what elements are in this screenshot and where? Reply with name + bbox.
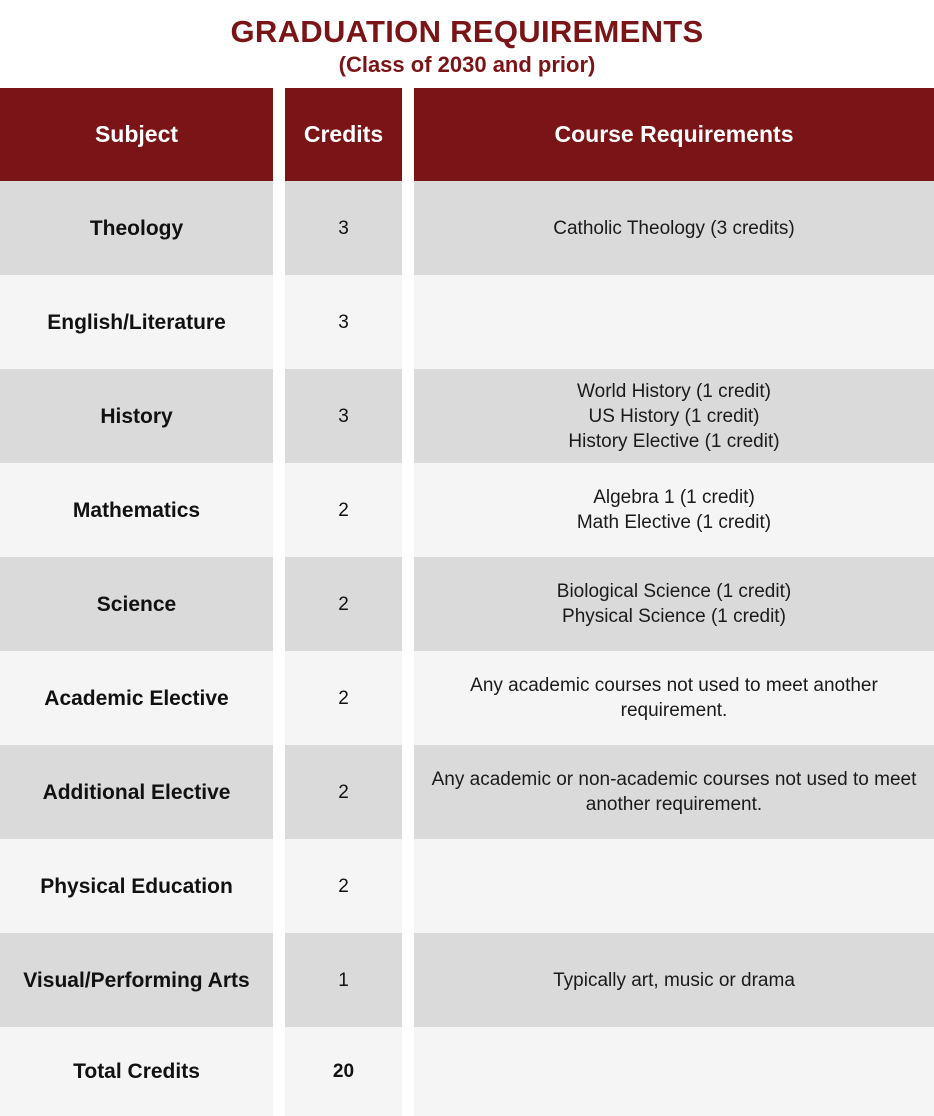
subject-cell: Total Credits	[0, 1027, 273, 1116]
subject-cell: Physical Education	[0, 839, 273, 933]
subject-cell: Visual/Performing Arts	[0, 933, 273, 1027]
course-lines	[553, 968, 795, 993]
course-requirements-cell	[414, 745, 934, 839]
course-requirements-cell	[414, 651, 934, 745]
subject-cell: Academic Elective	[0, 651, 273, 745]
course-requirements-cell	[414, 275, 934, 369]
credits-cell: 2	[285, 839, 402, 933]
course-requirements-cell	[414, 933, 934, 1027]
course-line: Any academic or non-academic courses not used to meet another requirement.	[431, 769, 917, 815]
credits-cell: 2	[285, 651, 402, 745]
course-requirements-cell	[414, 839, 934, 933]
credits-cell: 2	[285, 557, 402, 651]
course-line: History Elective (1 credit)	[568, 430, 780, 452]
course-lines	[428, 767, 920, 817]
subject-column	[0, 88, 273, 1113]
course-lines	[557, 579, 791, 629]
course-lines	[577, 485, 771, 535]
course-lines	[568, 379, 779, 454]
credits-header: Credits	[285, 88, 402, 181]
credits-cell: 2	[285, 463, 402, 557]
course-line: US History (1 credit)	[588, 405, 760, 427]
course-line: Biological Science (1 credit)	[556, 581, 792, 602]
course-requirements-cell	[414, 557, 934, 651]
subject-cell: Theology	[0, 181, 273, 275]
page-subtitle: (Class of 2030 and prior)	[338, 52, 596, 77]
course-line: Math Elective (1 credit)	[576, 512, 772, 533]
course-line: Catholic Theology (3 credits)	[553, 217, 795, 239]
course-lines	[428, 673, 920, 723]
subject-cell: Mathematics	[0, 463, 273, 557]
course-line: World History (1 credit)	[577, 380, 771, 402]
course-line: Typically art, music or drama	[553, 969, 795, 991]
course-line: Algebra 1 (1 credit)	[593, 487, 755, 508]
subject-cell: Science	[0, 557, 273, 651]
course-requirements-cell	[414, 1027, 934, 1116]
credits-cell: 3	[285, 181, 402, 275]
course-requirements-cell	[414, 181, 934, 275]
subject-header: Subject	[0, 88, 273, 181]
course-lines	[553, 216, 794, 241]
credits-cell: 3	[285, 369, 402, 463]
course-requirements-cell	[414, 463, 934, 557]
page-title: GRADUATION REQUIREMENTS	[230, 14, 704, 49]
credits-cell: 20	[285, 1027, 402, 1116]
course-requirements-cell	[414, 369, 934, 463]
course-line: Physical Science (1 credit)	[562, 606, 786, 627]
subject-cell: English/Literature	[0, 275, 273, 369]
subject-cell: History	[0, 369, 273, 463]
credits-column	[285, 88, 402, 1113]
course-line: Any academic courses not used to meet another requirement.	[470, 675, 878, 721]
subject-cell: Additional Elective	[0, 745, 273, 839]
credits-cell: 3	[285, 275, 402, 369]
courses-header: Course Requirements	[414, 88, 934, 181]
courses-column	[414, 88, 934, 1113]
credits-cell: 1	[285, 933, 402, 1027]
credits-cell: 2	[285, 745, 402, 839]
